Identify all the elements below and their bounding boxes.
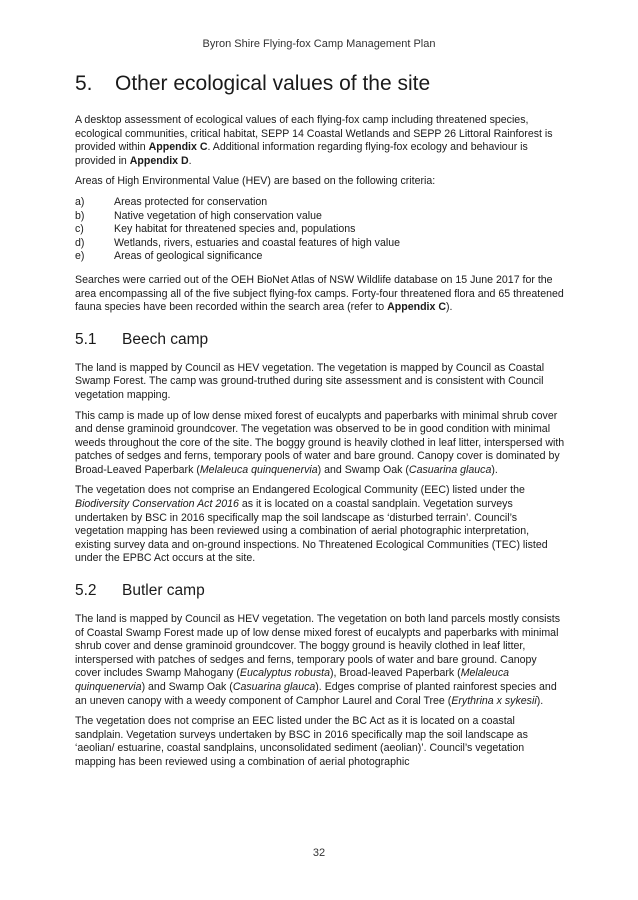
list-text: Wetlands, rivers, estuaries and coastal features of high value [114,236,400,249]
searches-paragraph [75,274,565,315]
appendix-c-ref: Appendix C [148,141,208,154]
species-name: Erythrina x sykesii [451,694,537,707]
list-letter: e) [75,250,85,263]
hev-criteria-list [75,196,565,264]
intro-paragraph [75,114,565,168]
list-text: Native vegetation of high conservation value [114,209,322,222]
subsection-title: Butler camp [122,582,205,600]
species-name: Melaleuca quinquenervia [199,463,318,476]
section-title: Other ecological values of the site [115,72,431,95]
list-item [75,250,565,264]
species-name: Casuarina glauca [232,681,316,693]
subsection-number: 5.1 [75,330,97,348]
searches-text-1: Searches were carried out of the OEH BioNet Atlas of NSW Wildlife database on 15 June 2017 for the area encompassing all of the five subject flying-fox camps. Forty-four threatened flora and 65 threatened fauna species have been recorded within the search area (refer to [75,273,564,314]
butler-p1-text-5: ). [536,694,544,707]
butler-p1-text-1: The land is mapped by Council as HEV vegetation. The vegetation on both land parcels mostly consists of Coastal Swamp Forest made up of low dense mixed forest of eucalypts and paperbarks with minimal shrub cover and dense graminoid groundcover. The boggy ground is heavily clothed in leaf litter, interspersed with patches of sedges and ferns, temporary pools of water and bare ground. Canopy cover includes Swamp Mahogany ( [75,613,561,680]
butler-p1-text-4: ). Edges comprise of planted rainforest species and an uneven canopy with a weedy component of Camphor Laurel and Coral Tree ( [75,681,557,707]
list-item [75,210,565,224]
beech-p2-text-2: ) and Swamp Oak ( [317,463,409,476]
list-item [75,196,565,210]
searches-text-2: ). [445,301,453,314]
appendix-c-ref: Appendix C [387,301,446,314]
subsection-heading-beech [75,331,565,349]
list-letter: a) [75,195,85,208]
butler-p1-text-2: ), Broad-leaved Paperbark ( [329,667,461,680]
list-item [75,237,565,251]
hev-lead-paragraph: Areas of High Environmental Value (HEV) are based on the following criteria: [75,175,436,188]
page-content [75,72,565,777]
intro-text-2: . Additional information regarding flying-fox ecology and behaviour is provided in [75,141,528,167]
section-heading [75,72,565,96]
list-text: Areas protected for conservation [114,195,268,208]
page-number: 32 [312,847,326,859]
list-text: Key habitat for threatened species and, populations [114,223,356,236]
list-letter: b) [75,209,85,222]
subsection-heading-butler [75,582,565,600]
beech-paragraph-3 [75,484,565,566]
subsection-number: 5.2 [75,582,97,600]
list-item [75,223,565,237]
beech-paragraph-2 [75,410,565,478]
species-name: Melaleuca quinquenervia [75,667,510,693]
beech-p2-text-1: This camp is made up of low dense mixed forest of eucalypts and paperbarks with minimal shrub cover and dense graminoid groundcover. The vegetation was observed to be in good condition with minimal weeds throughout the core of the site. The boggy ground is heavily clothed in leaf litter, interspersed with patches of sedges and ferns, temporary pools of water and bare ground. Canopy cover is dominated by Broad-Leaved Paperbark ( [75,409,565,476]
subsection-title: Beech camp [122,330,209,348]
butler-paragraph-2: The vegetation does not comprise an EEC listed under the BC Act as it is located on a coastal sandplain. Vegetation surveys undertaken by BSC in 2016 specifically map the soil landscape as ‘aeolian/ estuarine, coastal sandplains, unconsolidated sediment (aeolian)’. Council’s vegetation mapping has been reviewed using a combination of aerial photographic [75,715,528,768]
intro-text-1: A desktop assessment of ecological values of each flying-fox camp including threatened species, ecological communities, critical habitat, SEPP 14 Coastal Wetlands and SEPP 26 Littoral Rainforest is provided within [75,114,553,154]
species-name: Eucalyptus robusta [239,667,330,680]
beech-p2-text-3: ). [491,463,498,476]
species-name: Casuarina glauca [408,463,492,476]
act-name: Biodiversity Conservation Act 2016 [75,498,239,511]
butler-p1-text-3: ) and Swamp Oak ( [141,681,233,693]
beech-p3-text-1: The vegetation does not comprise an Endangered Ecological Community (EEC) listed under the [75,484,525,497]
intro-text-3: . [188,154,192,167]
beech-paragraph-1: The land is mapped by Council as HEV vegetation. The vegetation is mapped by Council as Coastal Swamp Forest. The camp was ground-truthed during site assessment and is consistent with Council vegetation mapping. [75,361,545,401]
list-letter: c) [75,223,84,236]
beech-p3-text-2: as it is located on a coastal sandplain. Vegetation surveys undertaken by BSC in 2016 specifically map the soil landscape as ‘disturbed terrain’. Council’s vegetation mapping has been reviewed using a combination of aerial photographic interpretation, existing survey data and on-ground inspections. No Threatened Ecological Communities (TEC) listed under the EPBC Act occurs at the site. [75,498,548,565]
running-header: Byron Shire Flying-fox Camp Management Plan [202,38,436,50]
butler-paragraph-1 [75,613,565,708]
appendix-d-ref: Appendix D [129,154,189,167]
section-number: 5. [75,72,93,95]
list-letter: d) [75,236,85,249]
list-text: Areas of geological significance [114,250,263,263]
